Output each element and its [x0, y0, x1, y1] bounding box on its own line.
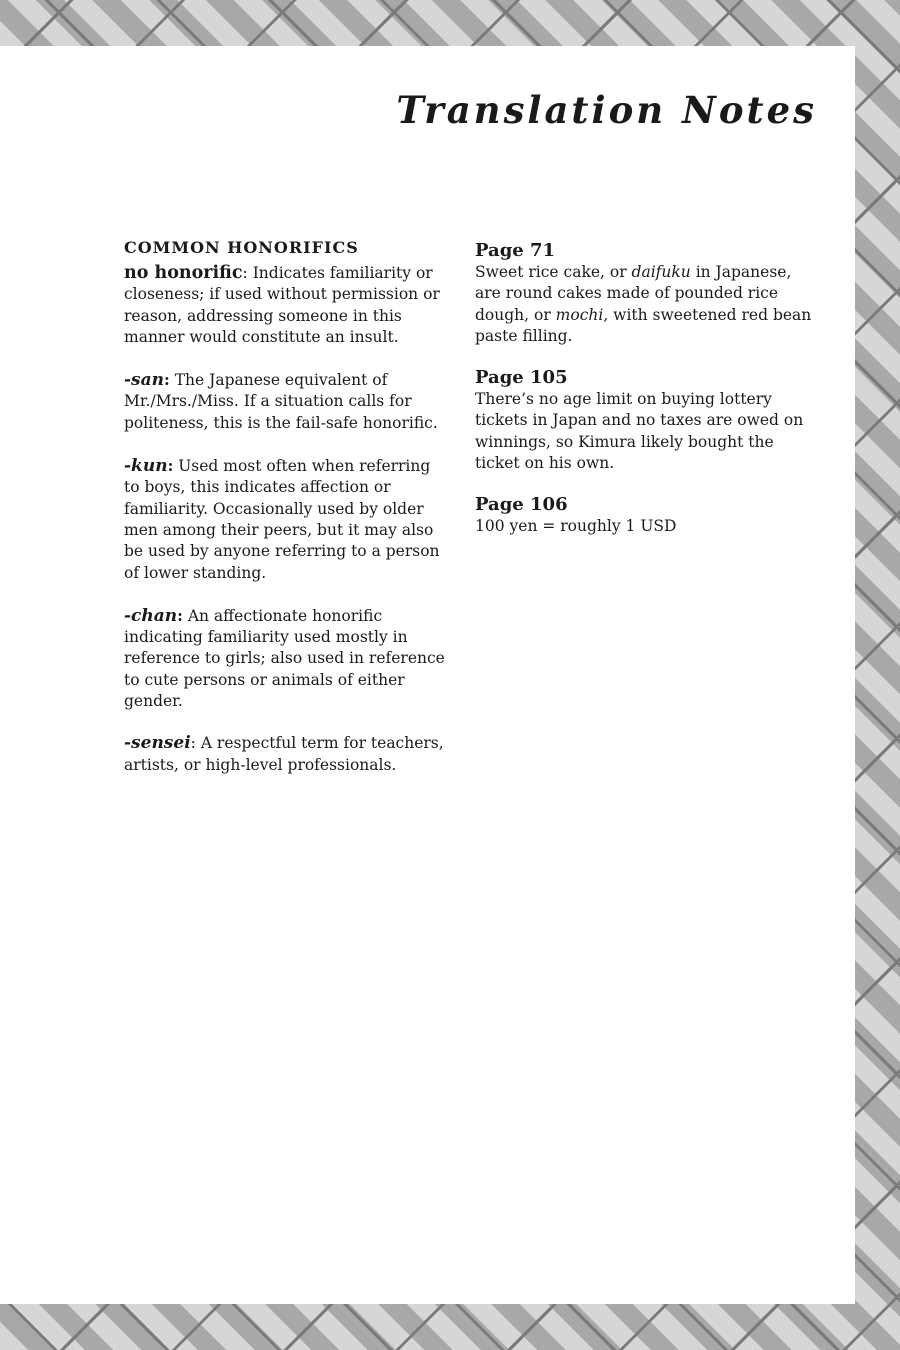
honorific-term: -chan	[124, 605, 178, 626]
honorific-description: A respectful term for teachers, artists, or high-level professionals.	[124, 734, 444, 774]
honorific-entry: -sensei: A respectful term for teachers, artists, or high-level professionals.	[124, 733, 444, 774]
honorific-entry: -kun: Used most often when referring to boys, this indicates affection or familiarity. Occasionally used by older men among their peers, but it may also be used by anyone referring to a person of lower standing.	[124, 456, 440, 582]
honorific-term: -kun	[124, 456, 168, 477]
page-note-heading: Page 106	[475, 494, 568, 516]
page-note	[475, 240, 815, 347]
page-note-text: 100 yen = roughly 1 USD	[475, 517, 677, 536]
page-note-text: There’s no age limit on buying lottery tickets in Japan and no taxes are owed on winnings, so Kimura likely bought the ticket on his own.	[475, 390, 804, 473]
honorific-description: Indicates familiarity or closeness; if used without permission or reason, addressing someone in this manner would constitute an insult.	[124, 264, 440, 346]
honorific-description: An affectionate honorific indicating familiarity used mostly in reference to girls; also used in reference to cute persons or animals of either gender.	[124, 606, 445, 711]
honorific-entry: -san: The Japanese equivalent of Mr./Mrs./Miss. If a situation calls for politeness, this is the fail-safe honorific.	[124, 370, 438, 432]
honorific-entry: -chan: An affectionate honorific indicating familiarity used mostly in reference to girls; also used in reference to cute persons or animals of either gender.	[124, 605, 445, 711]
honorific-term: -sensei	[124, 733, 191, 754]
honorific-term: no honorific	[124, 263, 243, 283]
page-note	[475, 494, 815, 537]
page-note	[475, 367, 815, 474]
page-note-text: Sweet rice cake, or daifuku in Japanese, are round cakes made of pounded rice dough, or mochi, with sweetened red bean paste filling.	[475, 263, 812, 345]
page-title: Translation Notes	[396, 88, 817, 132]
page-note-heading: Page 105	[475, 367, 568, 389]
page-notes-column	[475, 240, 815, 558]
honorifics-column	[124, 238, 446, 797]
page-note-heading: Page 71	[475, 240, 556, 261]
honorific-entry: no honorific: Indicates familiarity or closeness; if used without permission or reason, addressing someone in this manner would constitute an insult.	[124, 263, 440, 346]
section-heading: COMMON HONORIFICS	[124, 238, 359, 257]
honorific-description: The Japanese equivalent of Mr./Mrs./Miss. If a situation calls for politeness, this is the fail-safe honorific.	[124, 371, 438, 432]
document-page	[0, 46, 855, 1304]
honorific-description: Used most often when referring to boys, this indicates affection or familiarity. Occasionally used by older men among their peers, but it may also be used by anyone referring to a person of lower standing.	[124, 457, 440, 582]
honorific-term: -san	[124, 370, 165, 391]
